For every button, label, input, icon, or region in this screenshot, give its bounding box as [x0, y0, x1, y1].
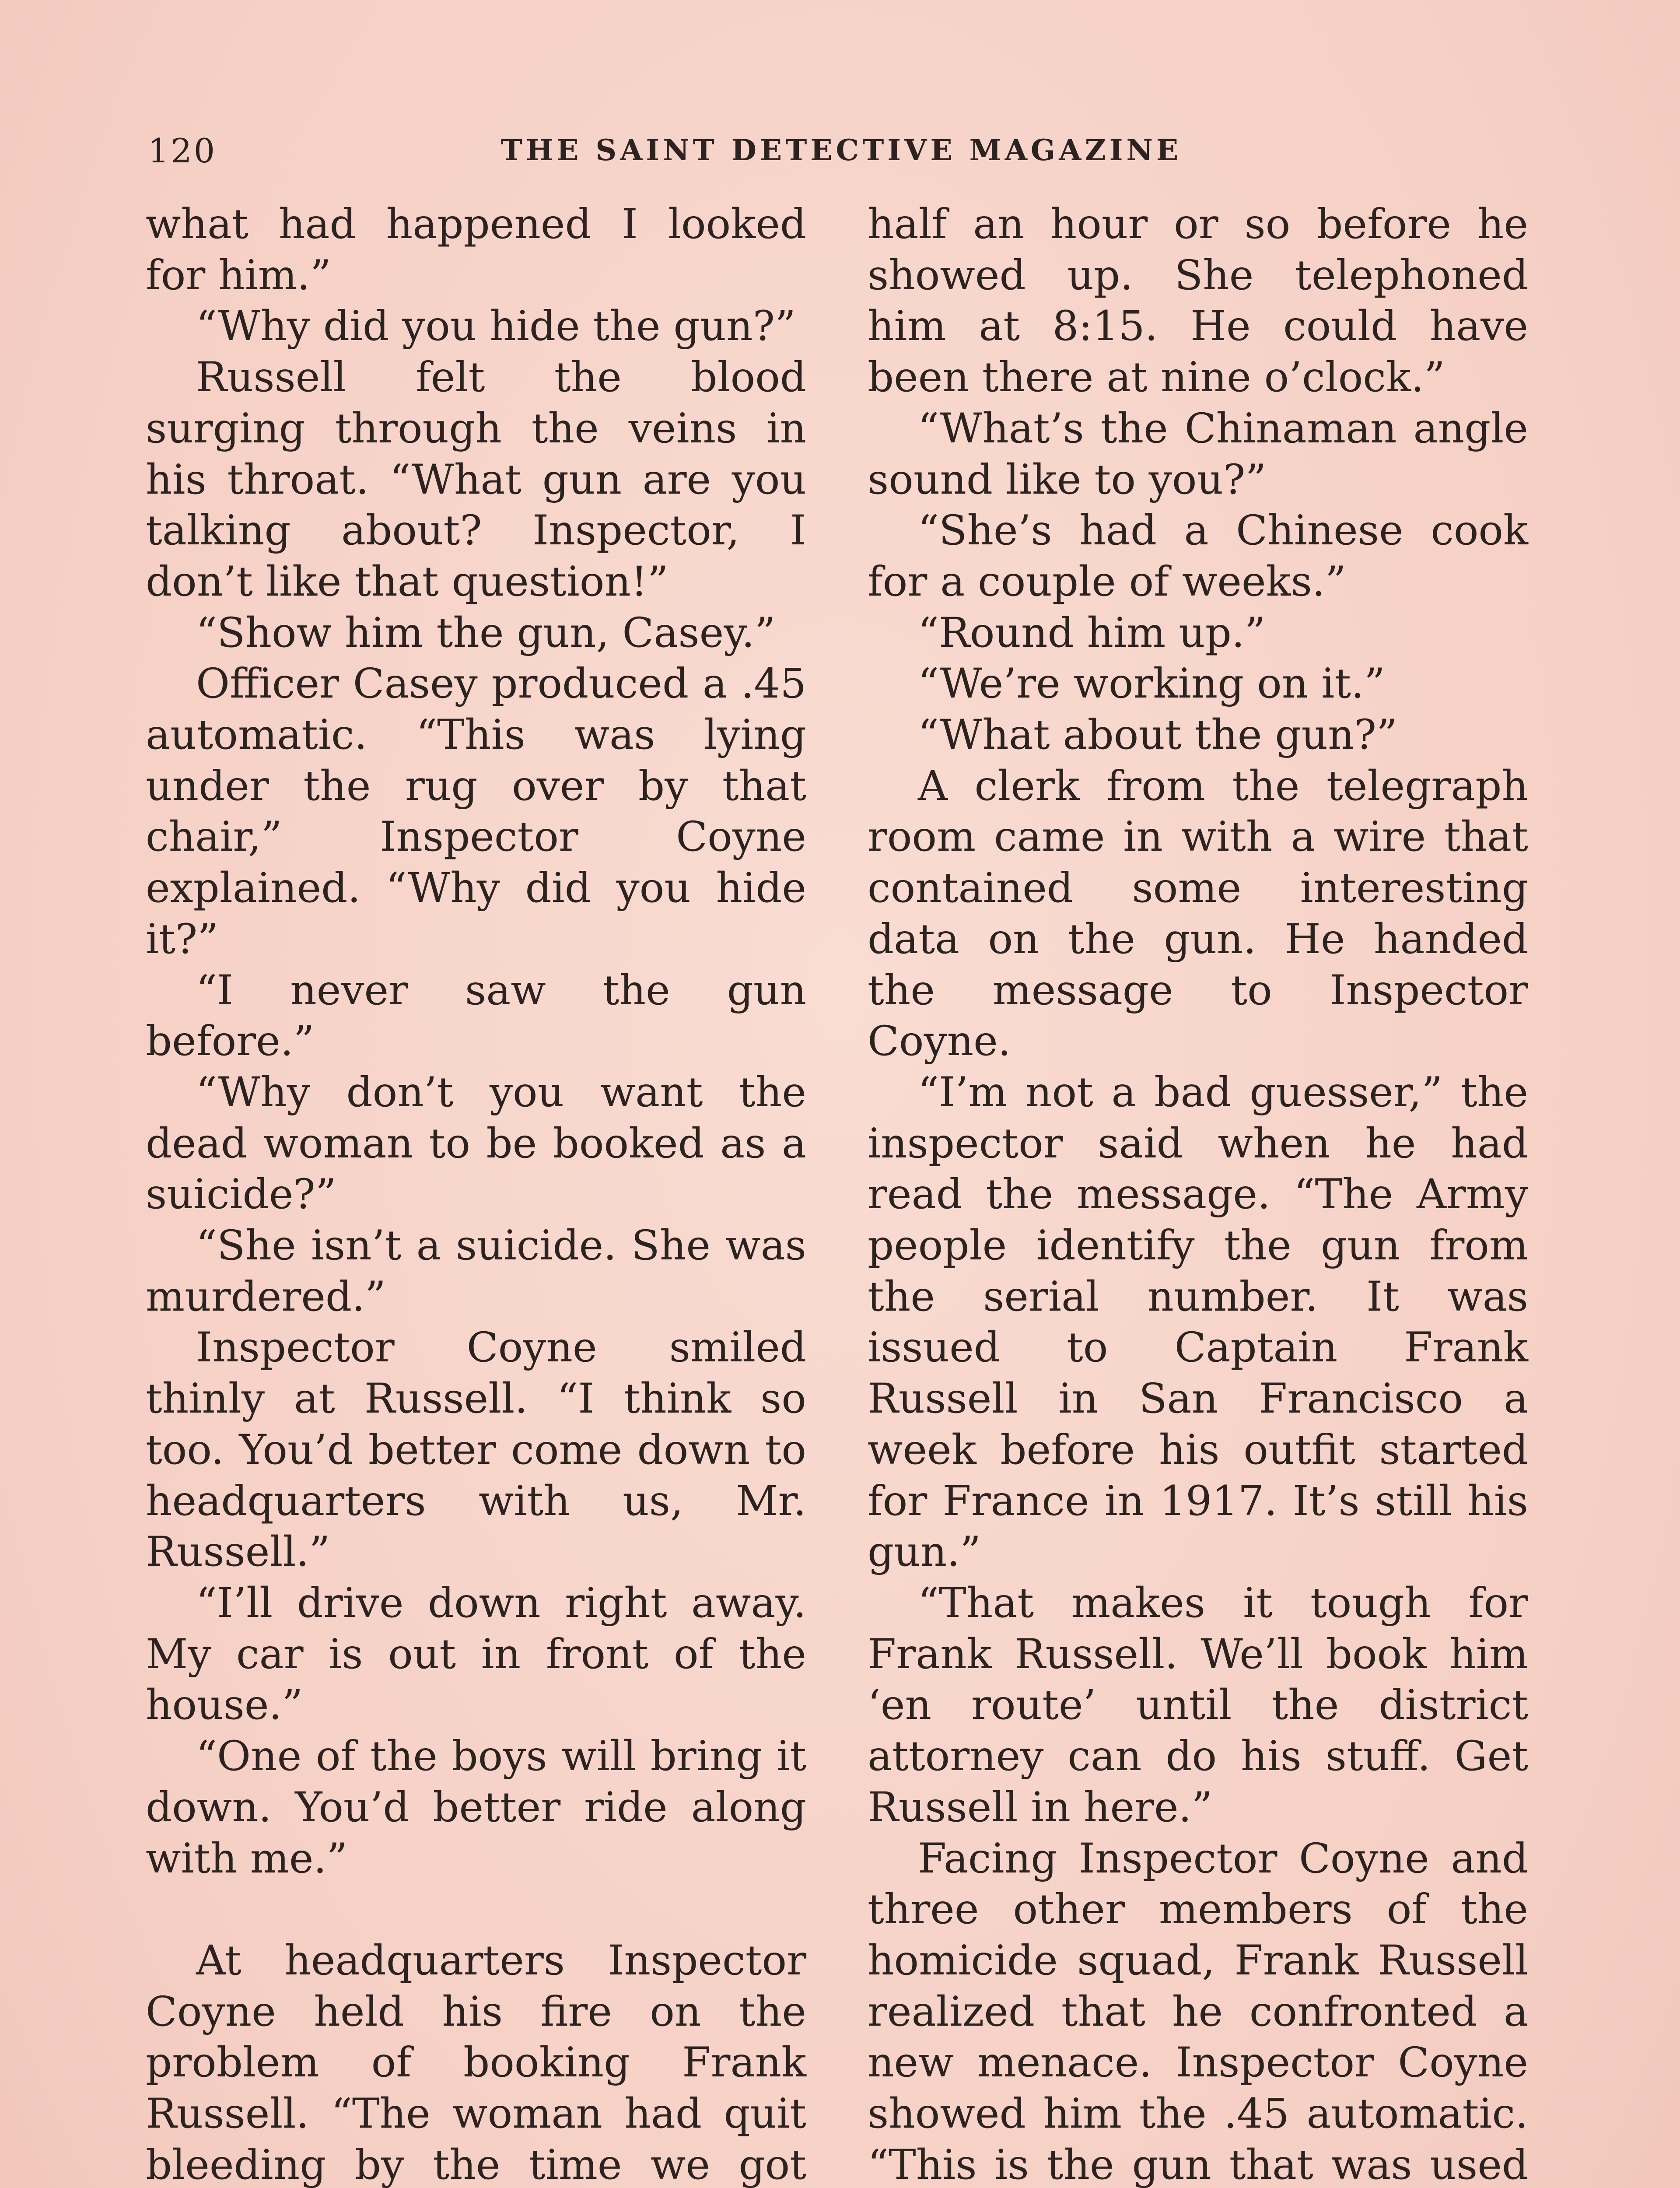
paragraph: “She’s had a Chinese cook for a couple of weeks.”: [868, 507, 1528, 606]
paragraph: “I never saw the gun before.”: [146, 966, 806, 1066]
paragraph: Inspector Coyne smiled thinly at Russell. “I think so too. You’d better come down to headquarters with us, Mr. Russell.”: [146, 1324, 806, 1576]
paragraph: what had happened I looked for him.”: [146, 200, 806, 299]
paragraph: “I’m not a bad guesser,” the inspector said when he had read the message. “The Army people identify the gun from the serial number. It was issued to Captain Frank Russell in San Francisco a week before his outfit started for France in 1917. It’s still his gun.”: [868, 1068, 1528, 1576]
paragraph: “What’s the Chinaman angle sound like to you?”: [868, 404, 1528, 504]
paragraph: A clerk from the telegraph room came in with a wire that contained some interesting data on the gun. He handed the message to Inspector Coyne.: [868, 762, 1528, 1066]
page-number: 120: [148, 131, 217, 170]
paragraph: “What about the gun?”: [918, 711, 1398, 759]
left-text-column: [146, 199, 806, 2188]
running-title: THE SAINT DETECTIVE MAGAZINE: [500, 133, 1182, 167]
paragraph: Russell felt the blood surging through the veins in his throat. “What gun are you talking about? Inspector, I don’t like that question!”: [146, 354, 806, 606]
paragraph: “We’re working on it.”: [918, 660, 1385, 708]
page-header: [148, 131, 1535, 179]
right-text-column: [868, 199, 1528, 2188]
paragraph: “Round him up.”: [918, 609, 1266, 657]
paragraph: “One of the boys will bring it down. You’d better ride along with me.”: [146, 1732, 806, 1883]
paragraph: “I’ll drive down right away. My car is out in front of the house.”: [146, 1579, 806, 1729]
paragraph: “Why did you hide the gun?”: [196, 302, 796, 351]
paragraph: “That makes it tough for Frank Russell. We’ll book him ‘en route’ until the district attorney can do his stuff. Get Russell in here.”: [868, 1579, 1528, 1831]
paragraph: “She isn’t a suicide. She was murdered.”: [146, 1222, 806, 1321]
paragraph: “Show him the gun, Casey.”: [196, 609, 776, 657]
paragraph: “Why don’t you want the dead woman to be booked as a suicide?”: [146, 1068, 806, 1219]
paragraph: Facing Inspector Coyne and three other members of the homicide squad, Frank Russell realized that he confronted a new menace. Inspector Coyne showed him the .45 automatic. “This is the gun that was used: [868, 1834, 1528, 2188]
paragraph: Officer Casey produced a .45 automatic. “This was lying under the rug over by that chair,” Inspector Coyne explained. “Why did you hide it?”: [146, 660, 806, 963]
paragraph: half an hour or so before he showed up. She telephoned him at 8:15. He could have been there at nine o’clock.”: [868, 200, 1528, 402]
paragraph: At headquarters Inspector Coyne held his fire on the problem of booking Frank Russell. “The woman had quit bleeding by the time we got: [146, 1936, 806, 2188]
